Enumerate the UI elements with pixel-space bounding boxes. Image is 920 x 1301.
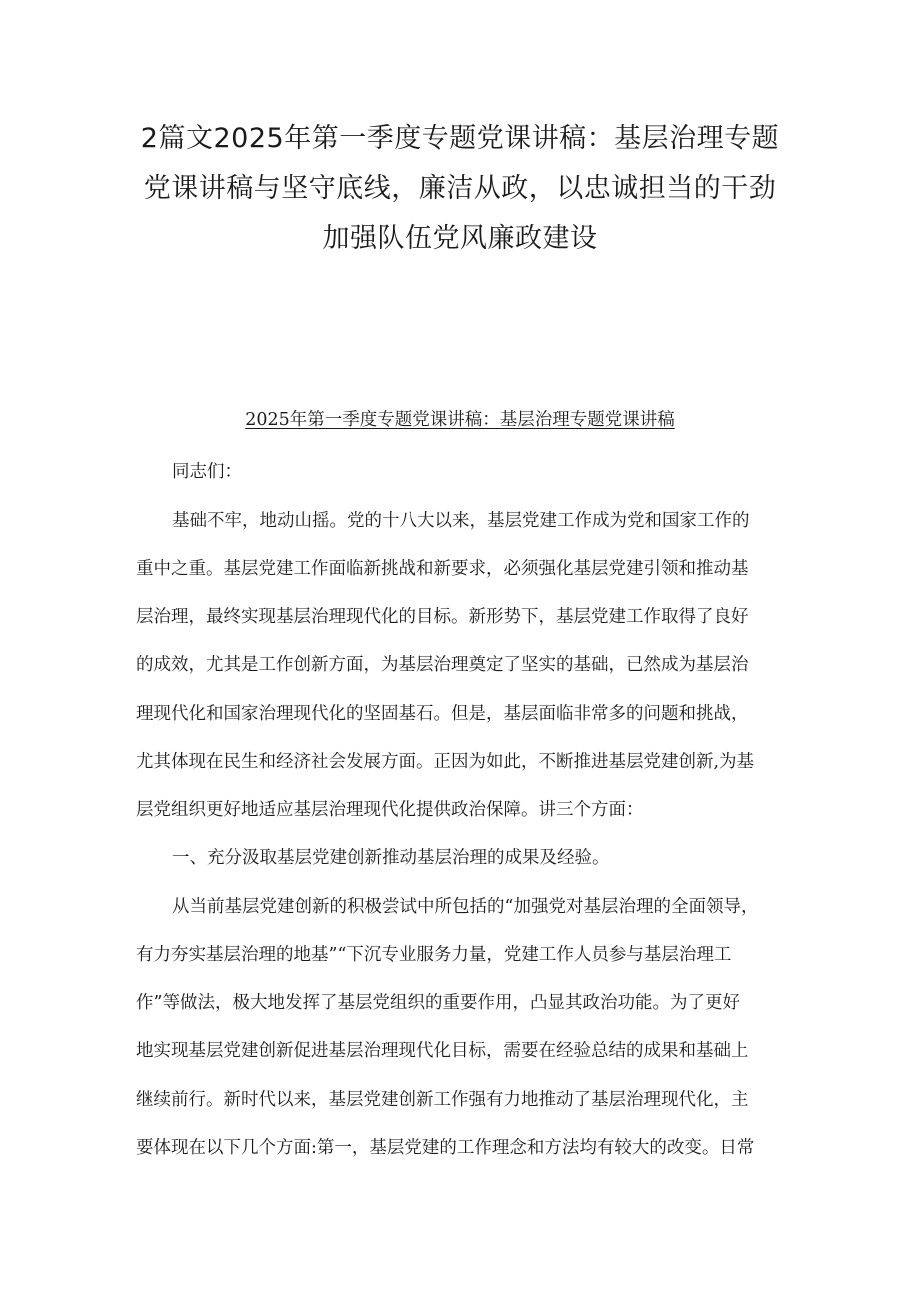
section-subtitle: 2025年第一季度专题党课讲稿：基层治理专题党课讲稿: [245, 410, 675, 430]
paragraph-line: 作”等做法，极大地发挥了基层党组织的重要作用，凸显其政治功能。为了更好: [136, 993, 740, 1013]
paragraph-line: 层治理，最终实现基层治理现代化的目标。新形势下，基层党建工作取得了良好: [136, 607, 749, 627]
paragraph-line: 理现代化和国家治理现代化的坚固基石。但是，基层面临非常多的问题和挑战，: [136, 704, 749, 724]
paragraph-line: 地实现基层党建创新促进基层治理现代化目标，需要在经验总结的成果和基础上: [136, 1041, 749, 1061]
paragraph-line: 有力夯实基层治理的地基”“下沉专业服务力量，党建工作人员参与基层治理工: [136, 945, 732, 965]
title-line-3: 加强队伍党风廉政建设: [322, 223, 598, 254]
paragraph-line: 继续前行。新时代以来，基层党建创新工作强有力地推动了基层治理现代化，主: [136, 1090, 749, 1110]
paragraph-line: 基础不牢，地动山摇。党的十八大以来，基层党建工作成为党和国家工作的: [172, 511, 750, 531]
paragraph-line: 尤其体现在民生和经济社会发展方面。正因为如此，不断推进基层党建创新,为基: [136, 752, 755, 772]
document-title: [110, 114, 810, 264]
paragraph-line: 重中之重。基层党建工作面临新挑战和新要求，必须强化基层党建引领和推动基: [136, 559, 749, 579]
paragraph-line: 要体现在以下几个方面:第一，基层党建的工作理念和方法均有较大的改变。日常: [136, 1138, 755, 1158]
section-heading: 一、充分汲取基层党建创新推动基层治理的成果及经验。: [172, 848, 610, 868]
title-line-1: 2篇文2025年第一季度专题党课讲稿：基层治理专题: [140, 123, 780, 154]
paragraph-line: 层党组织更好地适应基层治理现代化提供政治保障。讲三个方面：: [136, 800, 644, 820]
paragraph-line: 的成效，尤其是工作创新方面，为基层治理奠定了坚实的基础，已然成为基层治: [136, 655, 749, 675]
salutation: 同志们：: [172, 462, 242, 482]
paragraph-line: 从当前基层党建创新的积极尝试中所包括的“加强党对基层治理的全面领导，: [172, 897, 759, 917]
title-line-2: 党课讲稿与坚守底线，廉洁从政，以忠诚担当的干劲: [143, 173, 777, 204]
